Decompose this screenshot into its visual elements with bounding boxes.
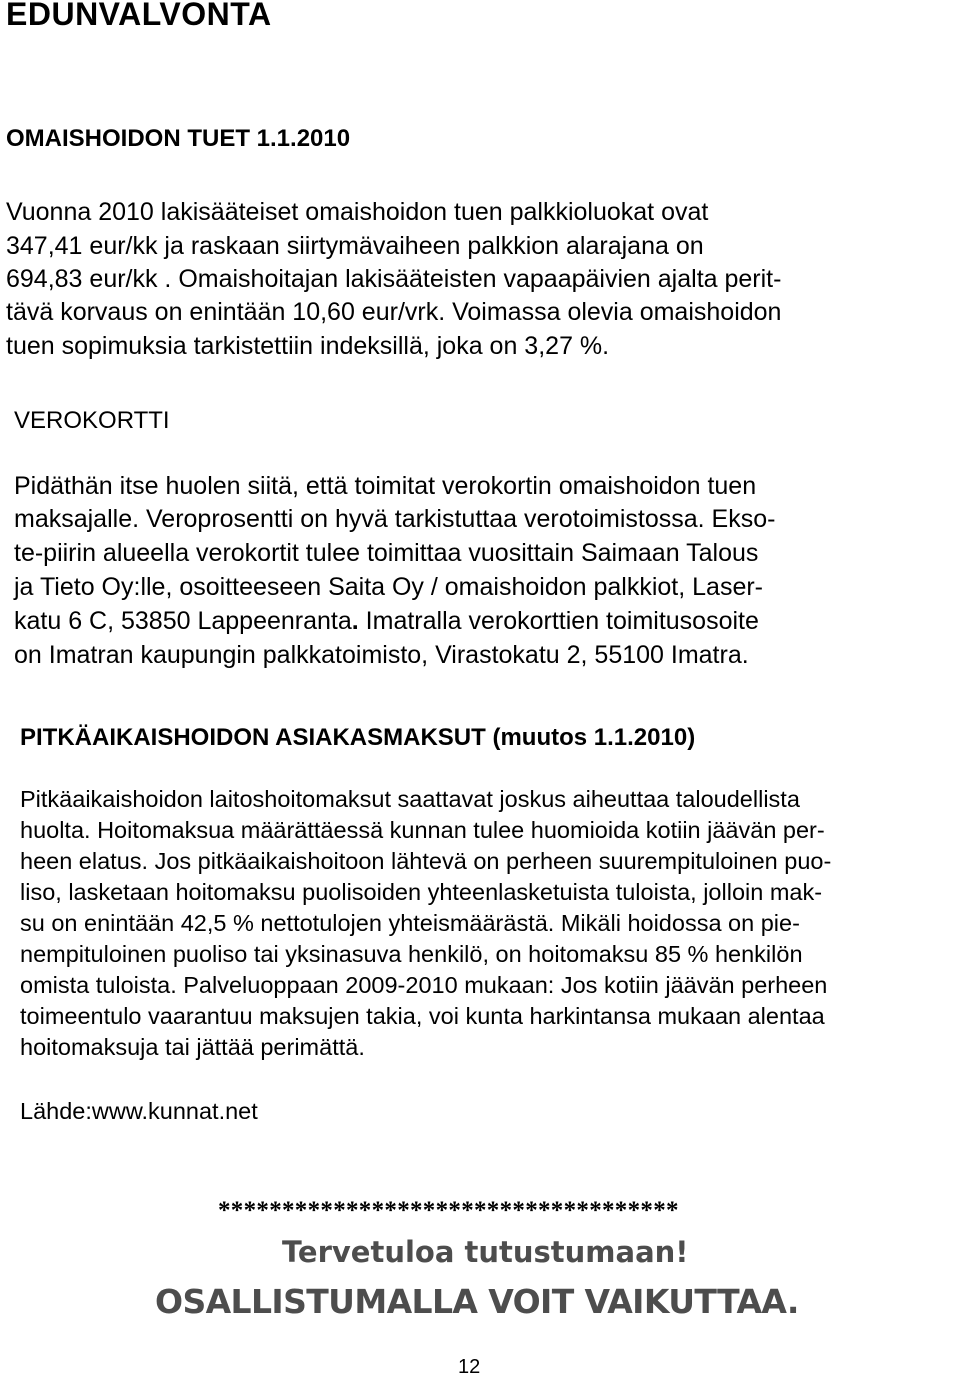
- slogan-text: OSALLISTUMALLA VOIT VAIKUTTAA.: [155, 1282, 799, 1321]
- bold-period: .: [351, 607, 359, 635]
- page-title: EDUNVALVONTA: [6, 0, 272, 32]
- paragraph-line: on Imatran kaupungin palkkatoimisto, Virastokatu 2, 55100 Imatra.: [14, 641, 749, 669]
- paragraph-line: maksajalle. Veroprosentti on hyvä tarkistuttaa verotoimistossa. Ekso-: [14, 505, 776, 533]
- paragraph-line: te-piirin alueella verokortit tulee toimittaa vuosittain Saimaan Talous: [14, 539, 759, 567]
- source-reference: Lähde:www.kunnat.net: [20, 1098, 258, 1124]
- paragraph-line: su on enintään 42,5 % nettotulojen yhteismäärästä. Mikäli hoidossa on pie-: [20, 910, 800, 936]
- welcome-text: Tervetuloa tutustumaan!: [282, 1235, 689, 1269]
- section-title-verokortti: VEROKORTTI: [14, 407, 170, 434]
- paragraph-line: tuen sopimuksia tarkistettiin indeksillä, joka on 3,27 %.: [6, 332, 610, 360]
- paragraph-line: Pitkäaikaishoidon laitoshoitomaksut saattavat joskus aiheuttaa taloudellista: [20, 786, 800, 812]
- paragraph-line: hoitomaksuja tai jättää perimättä.: [20, 1034, 365, 1060]
- page-number: 12: [458, 1356, 481, 1378]
- paragraph-line: [14, 605, 759, 637]
- paragraph-line: 694,83 eur/kk . Omaishoitajan lakisääteisten vapaapäivien ajalta perit-: [6, 265, 782, 293]
- paragraph-line: toimeentulo vaarantuu maksujen takia, voi kunta harkintansa mukaan alentaa: [20, 1003, 825, 1029]
- star-separator: ************************************: [218, 1197, 679, 1224]
- imatra-text: Imatralla verokorttien toimitusosoite: [358, 607, 759, 635]
- paragraph-line: liso, lasketaan hoitomaksu puolisoiden yhteenlasketuista tuloista, jolloin mak-: [20, 879, 823, 905]
- address-text: katu 6 C, 53850 Lappeenranta: [14, 607, 352, 635]
- paragraph-line: nempituloinen puoliso tai yksinasuva henkilö, on hoitomaksu 85 % henkilön: [20, 941, 803, 967]
- paragraph-line: Vuonna 2010 lakisääteiset omaishoidon tuen palkkioluokat ovat: [6, 198, 709, 226]
- paragraph-line: huolta. Hoitomaksua määrättäessä kunnan tulee huomioida kotiin jäävän per-: [20, 817, 825, 843]
- section-title-asiakasmaksut: PITKÄAIKAISHOIDON ASIAKASMAKSUT (muutos 1.1.2010): [20, 724, 696, 751]
- paragraph-line: tävä korvaus on enintään 10,60 eur/vrk. Voimassa olevia omaishoidon: [6, 298, 782, 326]
- paragraph-line: 347,41 eur/kk ja raskaan siirtymävaiheen palkkion alarajana on: [6, 232, 704, 260]
- paragraph-line: heen elatus. Jos pitkäaikaishoitoon lähtevä on perheen suurempituloinen puo-: [20, 848, 832, 874]
- paragraph-line: ja Tieto Oy:lle, osoitteeseen Saita Oy / omaishoidon palkkiot, Laser-: [14, 573, 763, 601]
- paragraph-line: omista tuloista. Palveluoppaan 2009-2010 mukaan: Jos kotiin jäävän perheen: [20, 972, 828, 998]
- paragraph-line: Pidäthän itse huolen siitä, että toimitat verokortin omaishoidon tuen: [14, 472, 757, 500]
- section-title-omaishoidon-tuet: OMAISHOIDON TUET 1.1.2010: [6, 125, 351, 152]
